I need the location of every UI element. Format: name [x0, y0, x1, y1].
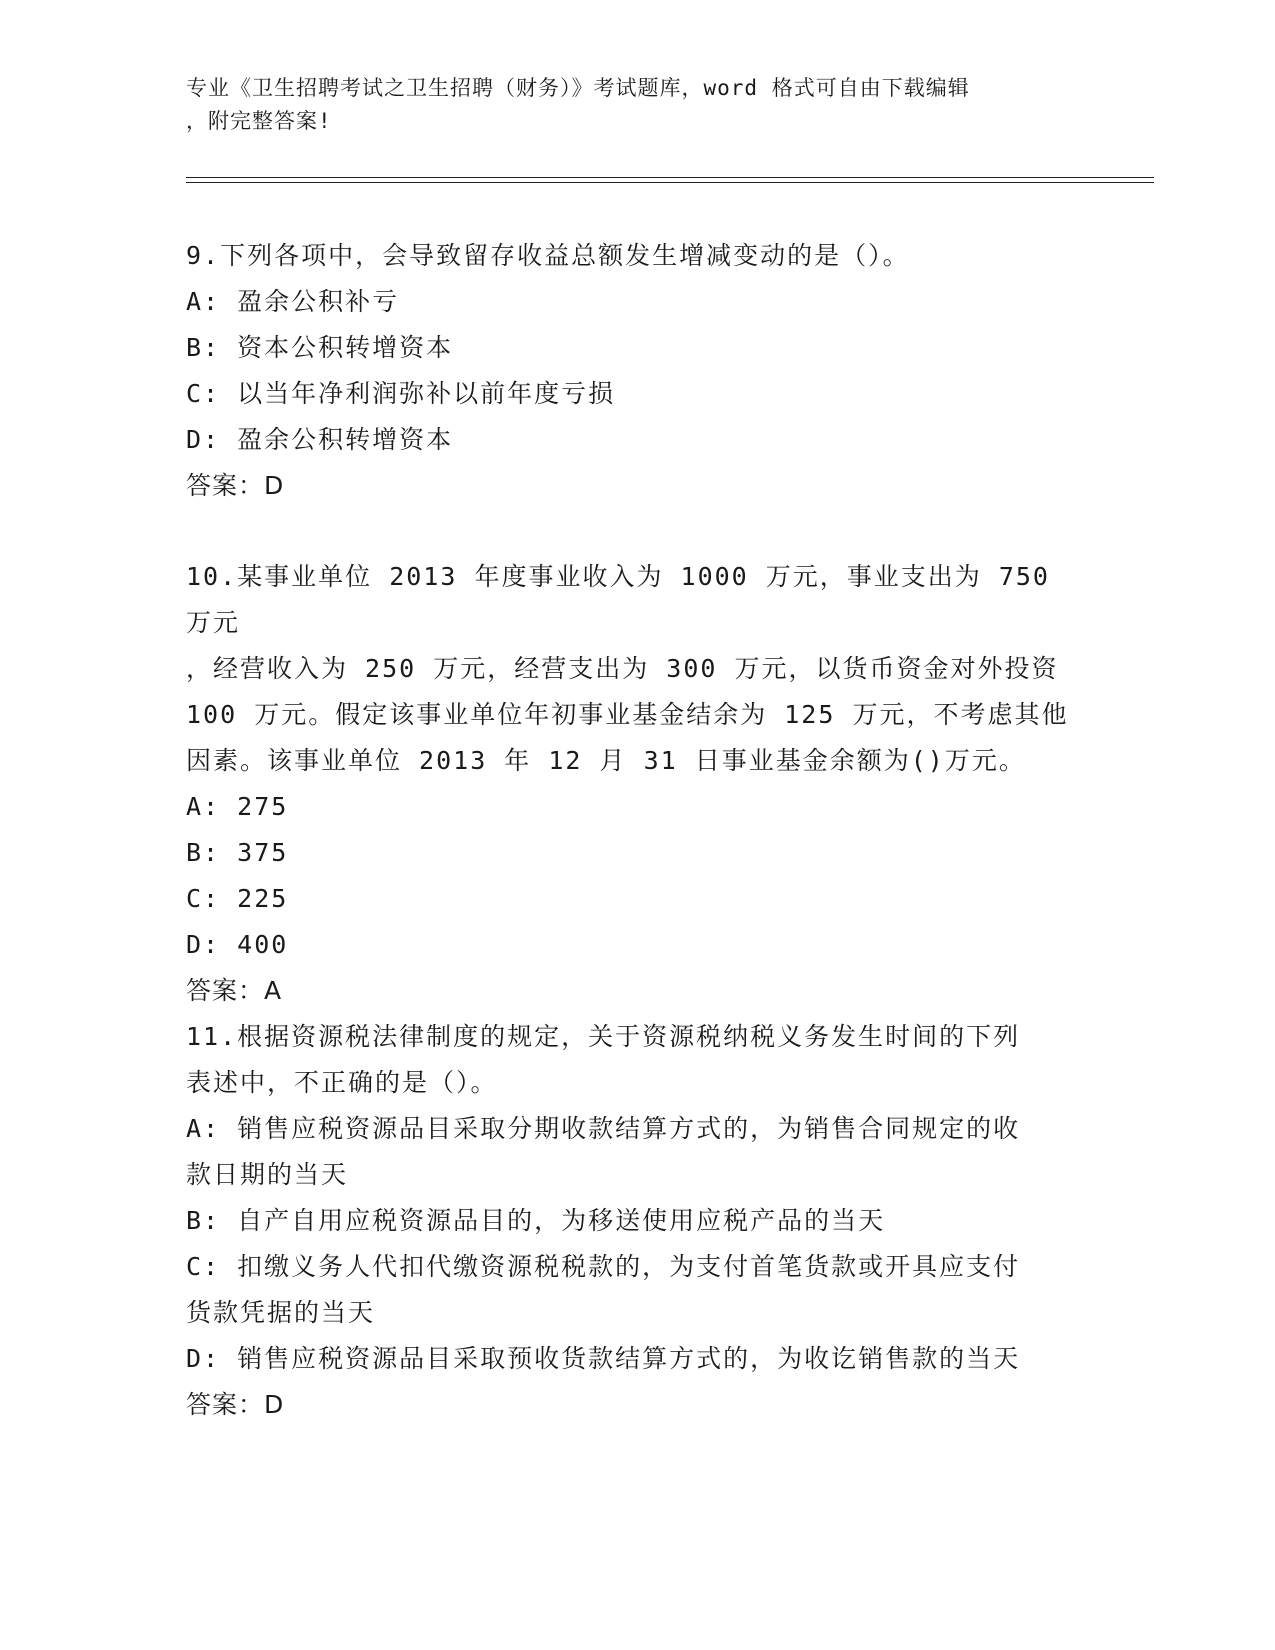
option-d: D: 盈余公积转增资本	[186, 425, 454, 454]
question-text: 因素。该事业单位 2013 年 12 月 31 日事业基金余额为()万元。	[186, 746, 1026, 775]
header-line: ，附完整答案!	[186, 109, 332, 133]
option-a-line: A: 销售应税资源品目采取分期收款结算方式的，为销售合同规定的收	[186, 1114, 1021, 1143]
option-c	[186, 1244, 1076, 1336]
answer: 答案：D	[186, 1390, 285, 1419]
option-a: A: 275	[186, 792, 289, 821]
option-d: D: 销售应税资源品目采取预收货款结算方式的，为收讫销售款的当天	[186, 1344, 1021, 1373]
option-d: D: 400	[186, 930, 289, 959]
option-a-line: 款日期的当天	[186, 1160, 349, 1189]
option-c-line: C: 扣缴义务人代扣代缴资源税税款的，为支付首笔货款或开具应支付	[186, 1252, 1021, 1281]
option-c-line: 货款凭据的当天	[186, 1298, 376, 1327]
answer: 答案：D	[186, 471, 285, 500]
answer: 答案：A	[186, 976, 283, 1005]
question-text: 100 万元。假定该事业单位年初事业基金结余为 125 万元，不考虑其他	[186, 700, 1069, 729]
option-c: C: 以当年净利润弥补以前年度亏损	[186, 379, 616, 408]
question-text: 11.根据资源税法律制度的规定，关于资源税纳税义务发生时间的下列	[186, 1022, 1021, 1051]
question-text: 10.某事业单位 2013 年度事业收入为 1000 万元，事业支出为 750 万元	[186, 562, 1050, 637]
option-b: B: 自产自用应税资源品目的，为移送使用应税产品的当天	[186, 1206, 886, 1235]
option-a	[186, 1106, 1076, 1198]
question-text: 表述中，不正确的是（）。	[186, 1068, 498, 1097]
document-header	[186, 72, 1066, 138]
question-11	[186, 1014, 1076, 1428]
question-text: 9.下列各项中，会导致留存收益总额发生增减变动的是（）。	[186, 241, 910, 270]
header-divider	[186, 182, 1154, 183]
question-10	[186, 554, 1076, 1014]
header-line: 专业《卫生招聘考试之卫生招聘（财务）》考试题库，word 格式可自由下载编辑	[186, 76, 970, 100]
option-c: C: 225	[186, 884, 289, 913]
option-b: B: 资本公积转增资本	[186, 333, 454, 362]
option-a: A: 盈余公积补亏	[186, 287, 400, 316]
header-divider	[186, 177, 1154, 178]
question-9	[186, 233, 1076, 509]
option-b: B: 375	[186, 838, 289, 867]
question-text: ，经营收入为 250 万元，经营支出为 300 万元，以货币资金对外投资	[186, 654, 1059, 683]
